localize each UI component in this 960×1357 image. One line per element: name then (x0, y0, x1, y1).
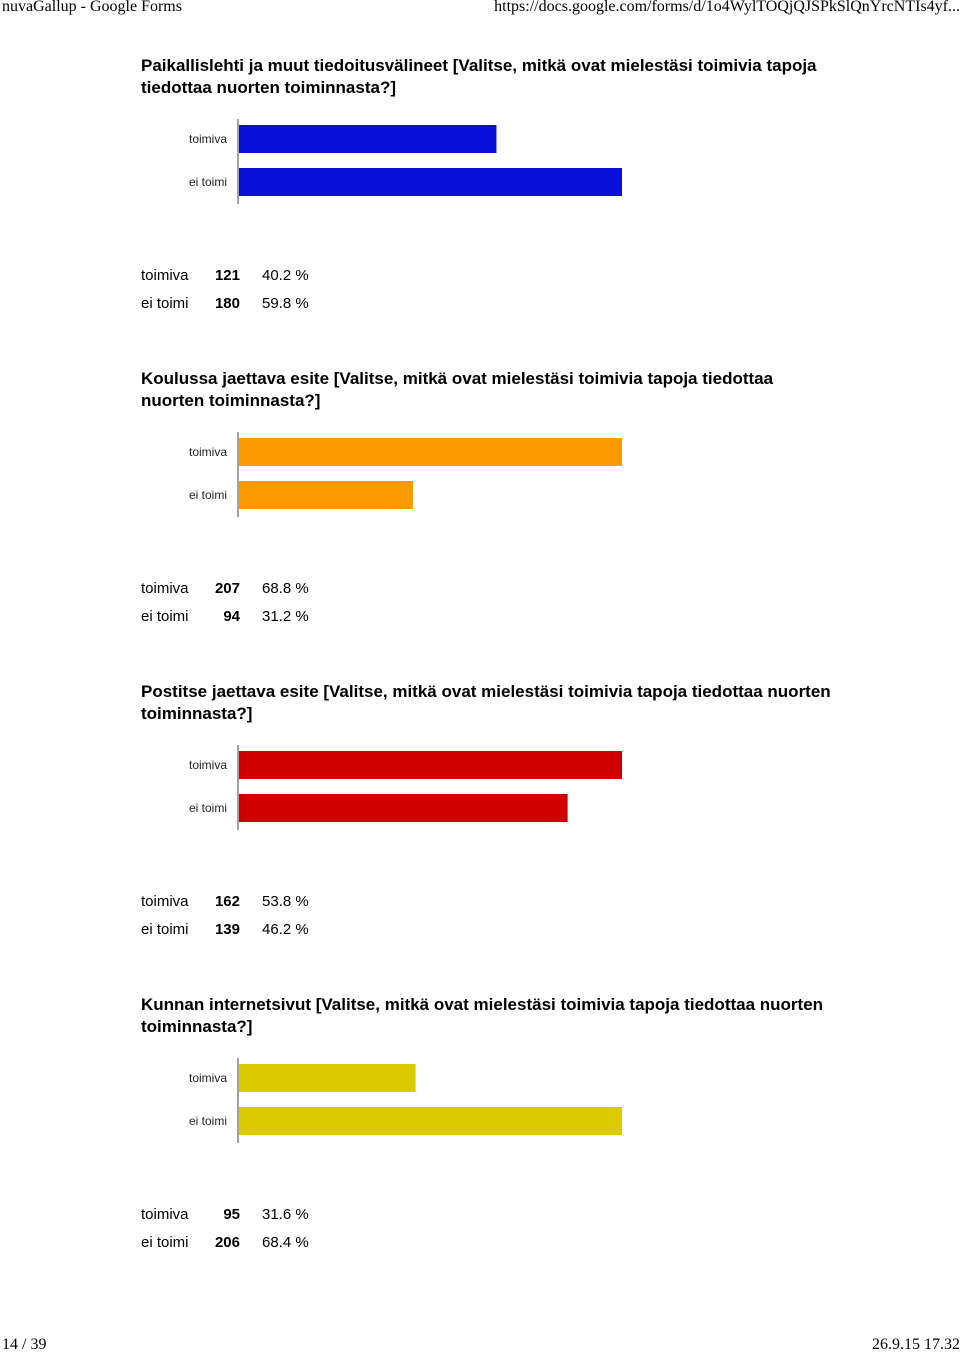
bar-ei-toimi (239, 168, 622, 196)
bar-chart (141, 119, 661, 209)
bar-chart (141, 432, 661, 522)
row-label: toimiva (141, 1205, 189, 1223)
bar-chart (141, 1058, 661, 1148)
category-label: ei toimi (188, 175, 227, 189)
category-label: toimiva (188, 1071, 227, 1085)
bar-toimiva (239, 438, 622, 466)
row-count: 94 (223, 607, 240, 625)
summary-row (141, 289, 309, 317)
summary-row (141, 887, 309, 915)
summary-row (141, 1228, 309, 1256)
question-title: Koulussa jaettava esite [Valitse, mitkä ovat mielestäsi toimivia tapoja tiedottaa nuorten toiminnasta?] (141, 369, 774, 410)
bar-ei-toimi (239, 794, 568, 822)
summary-row (141, 261, 309, 289)
question-title: Postitse jaettava esite [Valitse, mitkä ovat mielestäsi toimivia tapoja tiedottaa nuorten toiminnasta?] (141, 682, 831, 723)
print-header (0, 0, 960, 19)
category-label: toimiva (188, 445, 227, 459)
bar-toimiva (239, 1064, 416, 1092)
row-percent: 31.6 % (262, 1205, 309, 1223)
summary-row (141, 602, 309, 630)
category-label: ei toimi (188, 1114, 227, 1128)
summary-table (141, 261, 309, 317)
row-label: ei toimi (141, 294, 189, 312)
category-label: toimiva (188, 758, 227, 772)
bar-toimiva (239, 125, 496, 153)
question-title: Paikallislehti ja muut tiedoitusvälineet [Valitse, mitkä ovat mielestäsi toimivia tapoja tiedottaa nuorten toiminnasta?] (141, 56, 817, 97)
bar-ei-toimi (239, 1107, 622, 1135)
bar-chart (141, 745, 661, 835)
category-label: ei toimi (188, 801, 227, 815)
row-label: ei toimi (141, 1233, 189, 1251)
row-count: 139 (214, 920, 240, 938)
question-section (141, 368, 841, 625)
row-label: toimiva (141, 579, 189, 597)
row-label: toimiva (141, 266, 189, 284)
category-label: ei toimi (188, 488, 227, 502)
bar-ei-toimi (239, 481, 413, 509)
row-count: 180 (214, 294, 240, 312)
row-label: toimiva (141, 892, 189, 910)
row-label: ei toimi (141, 920, 189, 938)
summary-table (141, 574, 309, 630)
print-footer (0, 1337, 960, 1357)
page-url: https://docs.google.com/forms/d/1o4WylTOQjQJSPkSlQnYrcNTIs4yf... (494, 0, 960, 15)
row-count: 162 (214, 892, 240, 910)
row-count: 206 (214, 1233, 240, 1251)
question-title: Kunnan internetsivut [Valitse, mitkä ovat mielestäsi toimivia tapoja tiedottaa nuorten toiminnasta?] (141, 995, 824, 1036)
summary-row (141, 574, 309, 602)
row-percent: 40.2 % (262, 266, 309, 284)
summary-row (141, 1200, 309, 1228)
question-section (141, 681, 841, 938)
row-percent: 68.8 % (262, 579, 309, 597)
category-label: toimiva (188, 132, 227, 146)
row-label: ei toimi (141, 607, 189, 625)
row-count: 121 (214, 266, 240, 284)
summary-table (141, 887, 309, 943)
row-count: 95 (223, 1205, 240, 1223)
page-number: 14 / 39 (2, 1336, 47, 1353)
row-percent: 59.8 % (262, 294, 309, 312)
question-section (141, 994, 841, 1251)
summary-table (141, 1200, 309, 1256)
page-title: nuvaGallup - Google Forms (2, 0, 182, 15)
bar-toimiva (239, 751, 622, 779)
summary-row (141, 915, 309, 943)
print-datetime: 26.9.15 17.32 (872, 1336, 960, 1353)
question-section (141, 55, 841, 312)
row-percent: 31.2 % (262, 607, 309, 625)
row-percent: 46.2 % (262, 920, 309, 938)
row-percent: 68.4 % (262, 1233, 309, 1251)
row-count: 207 (214, 579, 240, 597)
row-percent: 53.8 % (262, 892, 309, 910)
